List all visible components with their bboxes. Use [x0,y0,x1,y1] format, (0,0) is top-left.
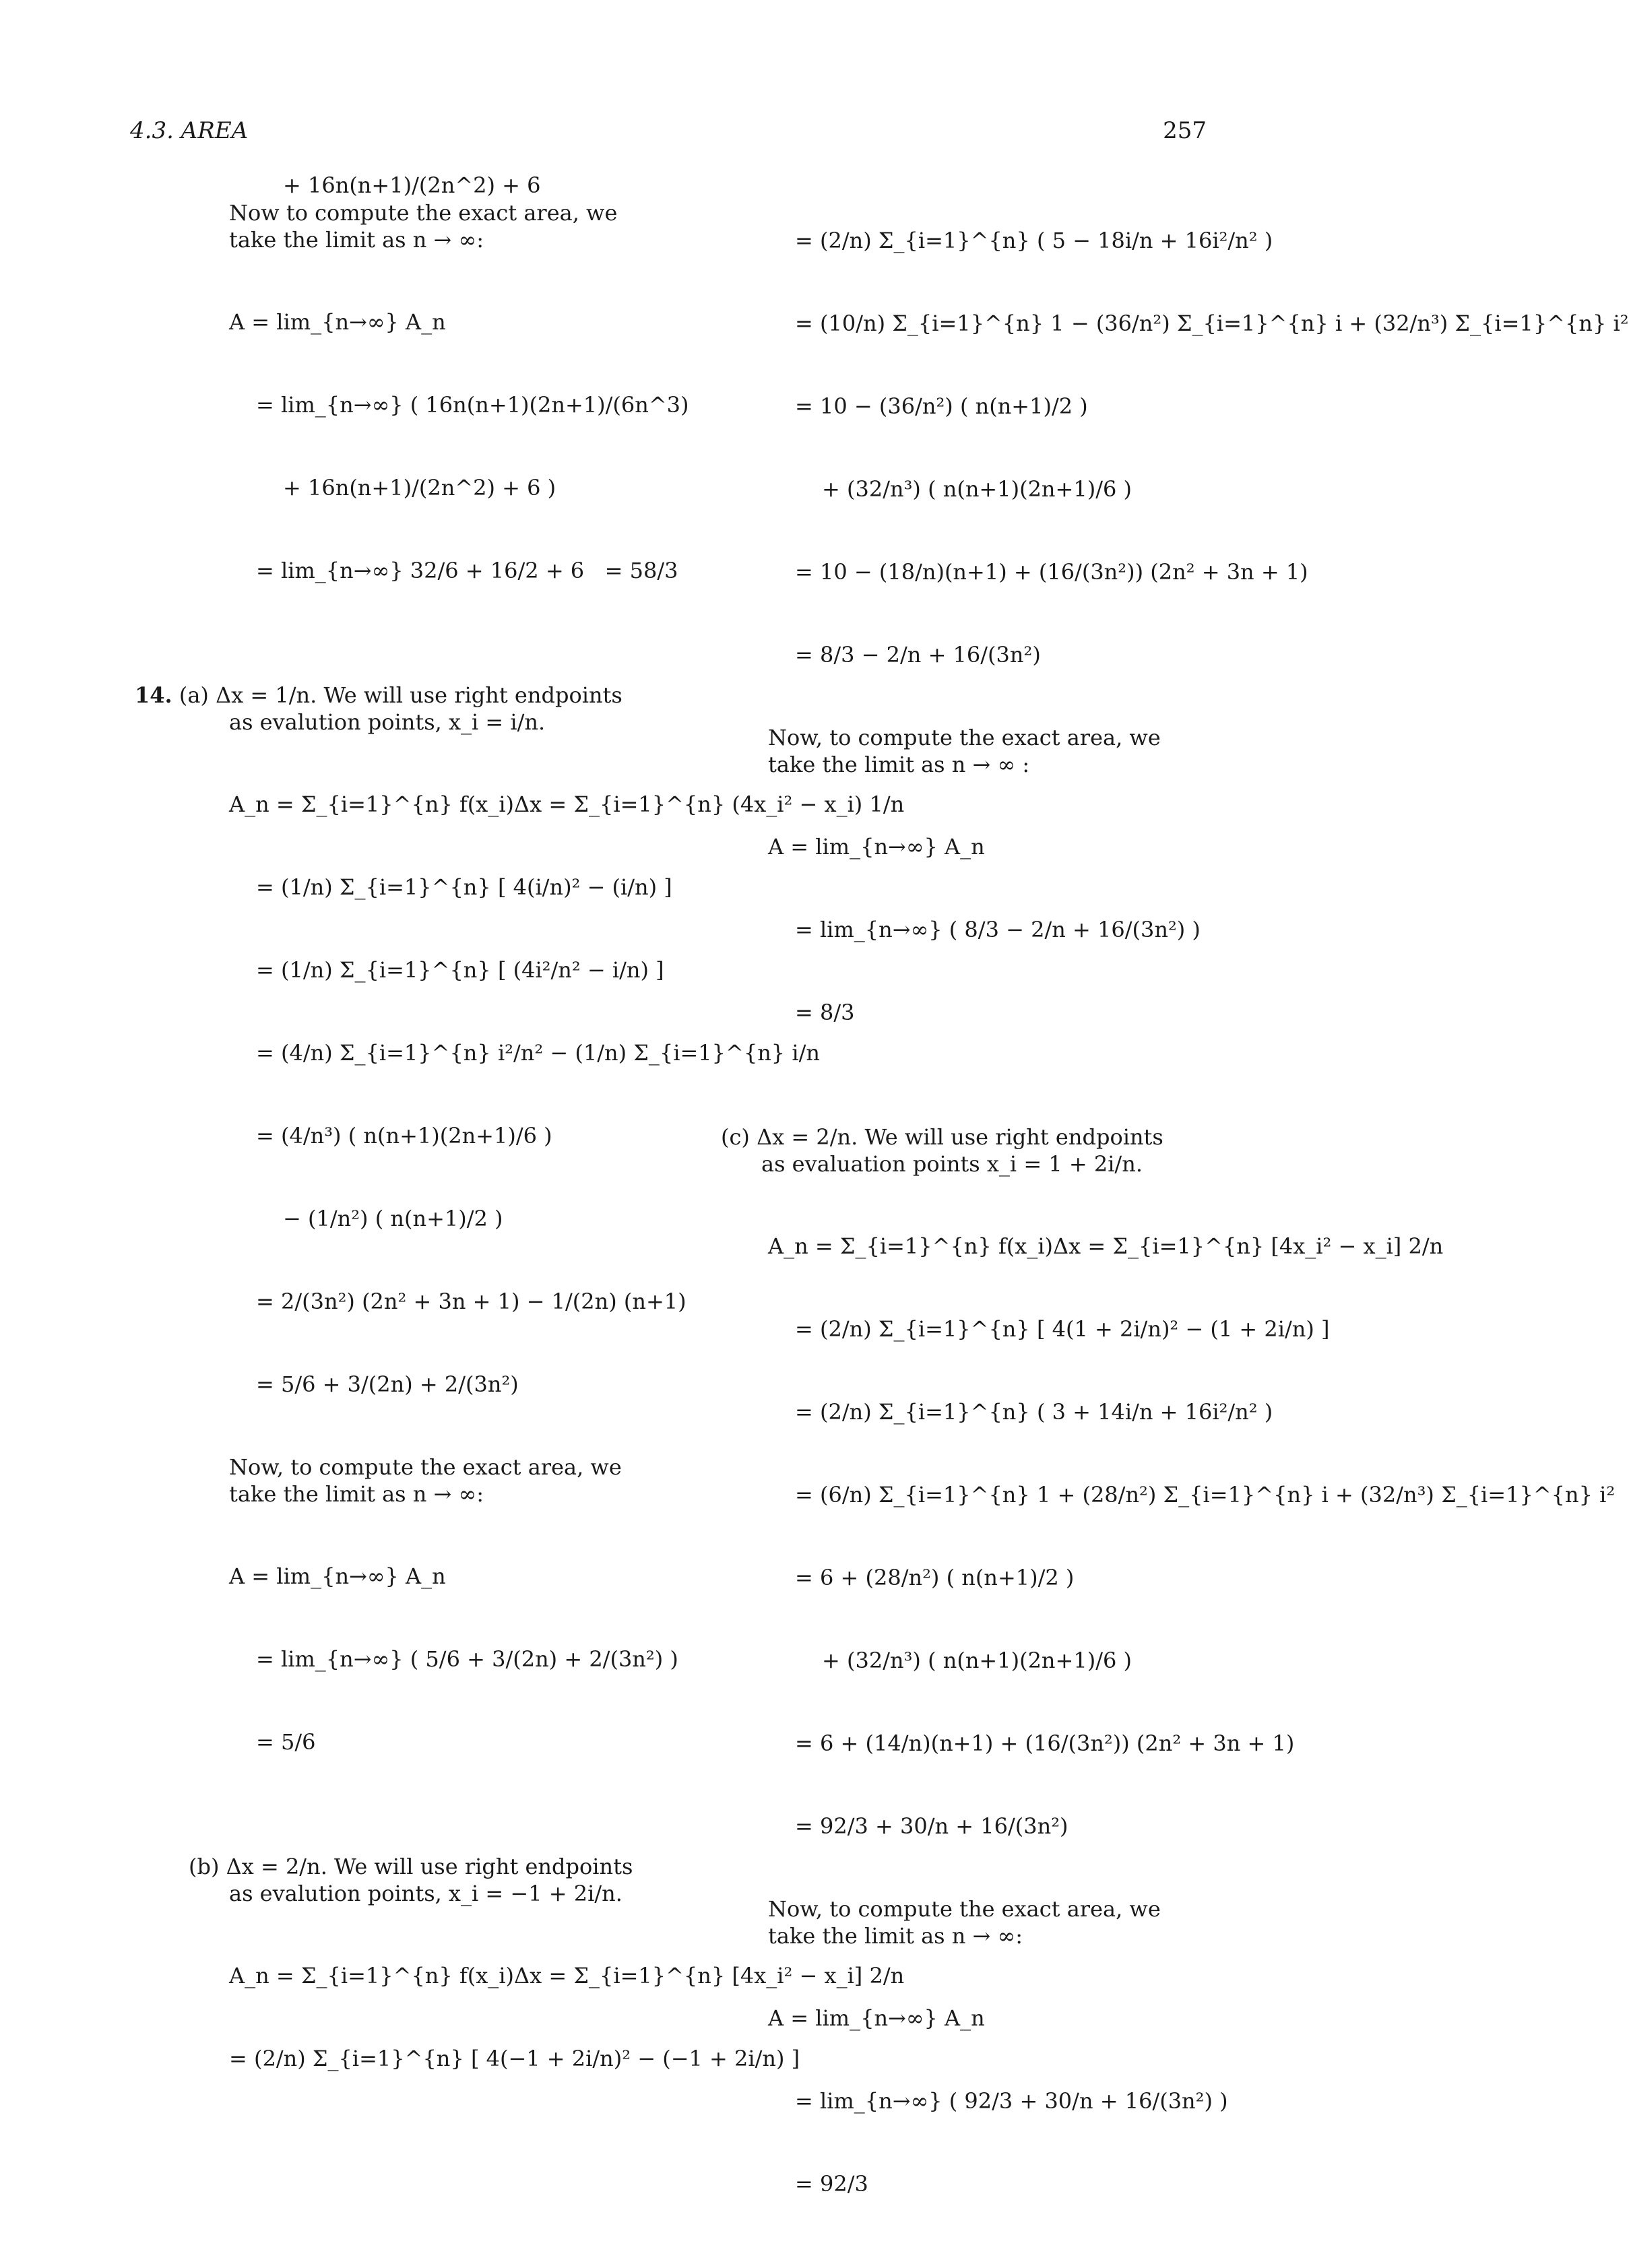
equation-line: + (32/n³) ( n(n+1)(2n+1)/6 ) [822,1648,1132,1673]
part-setup: Δx = 2/n. We will use right endpoints as evaluation points x_i = 1 + 2i/n. [757,1124,1163,1177]
limit-steps [135,253,689,640]
equation-line: = (2/n) Σ_{i=1}^{n} ( 3 + 14i/n + 16i²/n² ) [795,1399,1273,1425]
equation-line: A = lim_{n→∞} A_n [768,834,985,860]
problem-14c [721,1124,1616,2253]
equation-line: A_n = Σ_{i=1}^{n} f(x_i)Δx = Σ_{i=1}^{n} [4x_i² − x_i] 2/n [768,1233,1444,1259]
equation-line: = 5/6 + 3/(2n) + 2/(3n²) [256,1371,519,1397]
page-number: 257 [1163,117,1207,144]
limit-intro: Now, to compute the exact area, we take the limit as n → ∞: [229,1454,622,1507]
equation-line: = 10 − (18/n)(n+1) + (16/(3n²)) (2n² + 3n + 1) [795,559,1308,585]
equation-line: − (1/n²) ( n(n+1)/2 ) [283,1206,503,1231]
equation-line: = (2/n) Σ_{i=1}^{n} [ 4(1 + 2i/n)² − (1 + 2i/n) ] [795,1316,1330,1342]
equation-line: = lim_{n→∞} 32/6 + 16/2 + 6 = 58/3 [256,558,678,583]
equation-line: = 6 + (28/n²) ( n(n+1)/2 ) [795,1565,1075,1590]
equation-line: = (4/n) Σ_{i=1}^{n} i²/n² − (1/n) Σ_{i=1}^{n} i/n [256,1040,820,1066]
equation-line: = 6 + (14/n)(n+1) + (16/(3n²)) (2n² + 3n + 1) [795,1730,1295,1756]
equation-line: = (2/n) Σ_{i=1}^{n} [ 4(−1 + 2i/n)² − (−1 + 2i/n) ] [229,2046,800,2071]
limit-intro: Now to compute the exact area, we take the limit as n → ∞: [229,200,618,253]
equation-line: A_n = Σ_{i=1}^{n} f(x_i)Δx = Σ_{i=1}^{n} (4x_i² − x_i) 1/n [229,791,905,817]
equation-line: = lim_{n→∞} ( 5/6 + 3/(2n) + 2/(3n²) ) [256,1646,678,1672]
continuation-line: + 16n(n+1)/(2n^2) + 6 [283,172,541,198]
part-label: (a) [179,682,209,708]
part-setup: Δx = 2/n. We will use right endpoints as evalution points, x_i = −1 + 2i/n. [226,1854,633,1906]
problem-number: 14. [135,682,172,708]
equation-line: = 10 − (36/n²) ( n(n+1)/2 ) [795,393,1088,419]
equation-line: = lim_{n→∞} ( 16n(n+1)(2n+1)/(6n^3) [256,392,689,418]
equation-line: A = lim_{n→∞} A_n [229,309,446,335]
equation-line: + 16n(n+1)/(2n^2) + 6 ) [283,475,556,500]
equation-line: = lim_{n→∞} ( 8/3 − 2/n + 16/(3n²) ) [795,917,1201,942]
part-label: (c) [721,1124,750,1150]
part-setup: Δx = 1/n. We will use right endpoints as evalution points, x_i = i/n. [216,682,622,735]
equation-line: = 92/3 + 30/n + 16/(3n²) [795,1813,1068,1839]
equation-line: = (1/n) Σ_{i=1}^{n} [ (4i²/n² − i/n) ] [256,957,664,983]
equation-line: A = lim_{n→∞} A_n [229,1563,446,1589]
equation-line: = 2/(3n²) (2n² + 3n + 1) − 1/(2n) (n+1) [256,1289,686,1314]
equation-line: = (10/n) Σ_{i=1}^{n} 1 − (36/n²) Σ_{i=1}^{n} i + (32/n³) Σ_{i=1}^{n} i² [795,311,1629,336]
equation-line: A_n = Σ_{i=1}^{n} f(x_i)Δx = Σ_{i=1}^{n} [4x_i² − x_i] 2/n [229,1963,905,1988]
right-column [721,172,1629,2268]
equation-line: = 8/3 − 2/n + 16/(3n²) [795,642,1041,668]
equation-line: + (32/n³) ( n(n+1)(2n+1)/6 ) [822,476,1132,502]
equation-line: = (1/n) Σ_{i=1}^{n} [ 4(i/n)² − (i/n) ] [256,874,672,900]
equation-line: = 5/6 [256,1729,316,1755]
section-header: 4.3. AREA [130,117,249,144]
equation-line: = (4/n³) ( n(n+1)(2n+1)/6 ) [256,1123,552,1148]
left-column [135,172,905,2143]
part-label: (b) [189,1854,220,1879]
equation-line: = lim_{n→∞} ( 92/3 + 30/n + 16/(3n²) ) [795,2088,1228,2114]
limit-intro: Now, to compute the exact area, we take the limit as n → ∞ : [768,725,1161,777]
equation-line: A = lim_{n→∞} A_n [768,2005,985,2031]
equation-line: = 8/3 [795,1000,855,1025]
limit-intro: Now, to compute the exact area, we take the limit as n → ∞: [768,1896,1161,1949]
equation-line: = 92/3 [795,2171,868,2197]
equation-line: = (6/n) Σ_{i=1}^{n} 1 + (28/n²) Σ_{i=1}^{n} i + (32/n³) Σ_{i=1}^{n} i² [795,1482,1616,1508]
equation-line: = (2/n) Σ_{i=1}^{n} ( 5 − 18i/n + 16i²/n² ) [795,228,1273,253]
